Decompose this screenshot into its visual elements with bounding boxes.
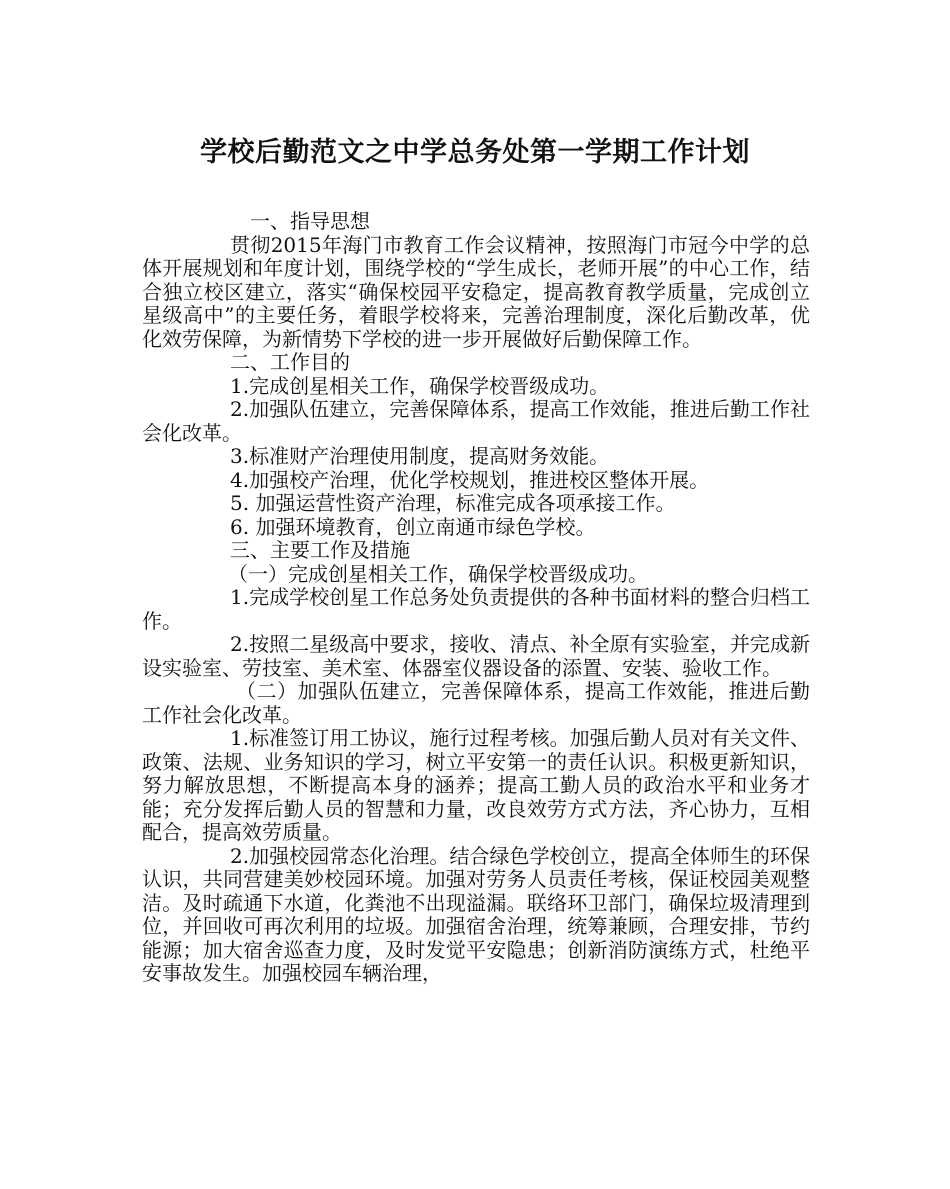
goal-item: 1.完成创星相关工作，确保学校晋级成功。 xyxy=(230,373,610,398)
subheading: （二）加强队伍建立，完善保障体系，提高工作效能，推进后勤工作社会化改革。 xyxy=(142,679,810,727)
document-title: 学校后勤范文之中学总务处第一学期工作计划 xyxy=(200,137,750,168)
heading-guiding-ideology: 一、指导思想 xyxy=(250,209,370,233)
goal-item: 6. 加强环境教育，创立南通市绿色学校。 xyxy=(230,514,596,539)
heading-main-work: 三、主要工作及措施 xyxy=(230,538,410,562)
document-body xyxy=(142,210,810,986)
goal-item: 3.标准财产治理使用制度，提高财务效能。 xyxy=(230,444,610,468)
subheading: （一）完成创星相关工作，确保学校晋级成功。 xyxy=(228,561,648,586)
paragraph: 1.标准签订用工协议，施行过程考核。加强后勤人员对有关文件、政策、法规、业务知识的学习，树立平安第一的责任认识。积极更新知识，努力解放思想，不断提高本身的涵养；提高工勤人员的政治水平和业务才能；充分发挥后勤人员的智慧和力量，改良效劳方式方法，齐心协力，互相配合，提高效劳质量。 xyxy=(142,726,810,844)
paragraph: 1.完成学校创星工作总务处负责提供的各种书面材料的整合归档工作。 xyxy=(142,585,810,633)
paragraph: 贯彻2015年海门市教育工作会议精神，按照海门市冠今中学的总体开展规划和年度计划，围绕学校的“学生成长，老师开展”的中心工作，结合独立校区建立，落实“确保校园平安稳定，提高教育教学质量，完成创立星级高中”的主要任务，着眼学校将来，完善治理制度，深化后勤改革，优化效劳保障，为新情势下学校的进一步开展做好后勤保障工作。 xyxy=(142,232,810,351)
heading-work-goals: 二、工作目的 xyxy=(230,350,350,374)
goal-item: 2.加强队伍建立，完善保障体系，提高工作效能，推进后勤工作社会化改革。 xyxy=(142,397,810,445)
paragraph: 2.加强校园常态化治理。结合绿色学校创立，提高全体师生的环保认识，共同营建美妙校园环境。加强对劳务人员责任考核，保证校园美观整洁。及时疏通下水道，化粪池不出现溢漏。联络环卫部门，确保垃圾清理到位，并回收可再次利用的垃圾。加强宿舍治理，统筹兼顾，合理安排，节约能源；加大宿舍巡查力度，及时发觉平安隐患；创新消防演练方式，杜绝平安事故发生。加强校园车辆治理， xyxy=(142,843,810,985)
paragraph: 2.按照二星级高中要求，接收、清点、补全原有实验室，并完成新设实验室、劳技室、美术室、体器室仪器设备的添置、安装、验收工作。 xyxy=(142,632,810,680)
goal-item: 4.加强校产治理，优化学校规划，推进校区整体开展。 xyxy=(230,467,710,492)
goal-item: 5. 加强运营性资产治理，标准完成各项承接工作。 xyxy=(230,491,676,515)
